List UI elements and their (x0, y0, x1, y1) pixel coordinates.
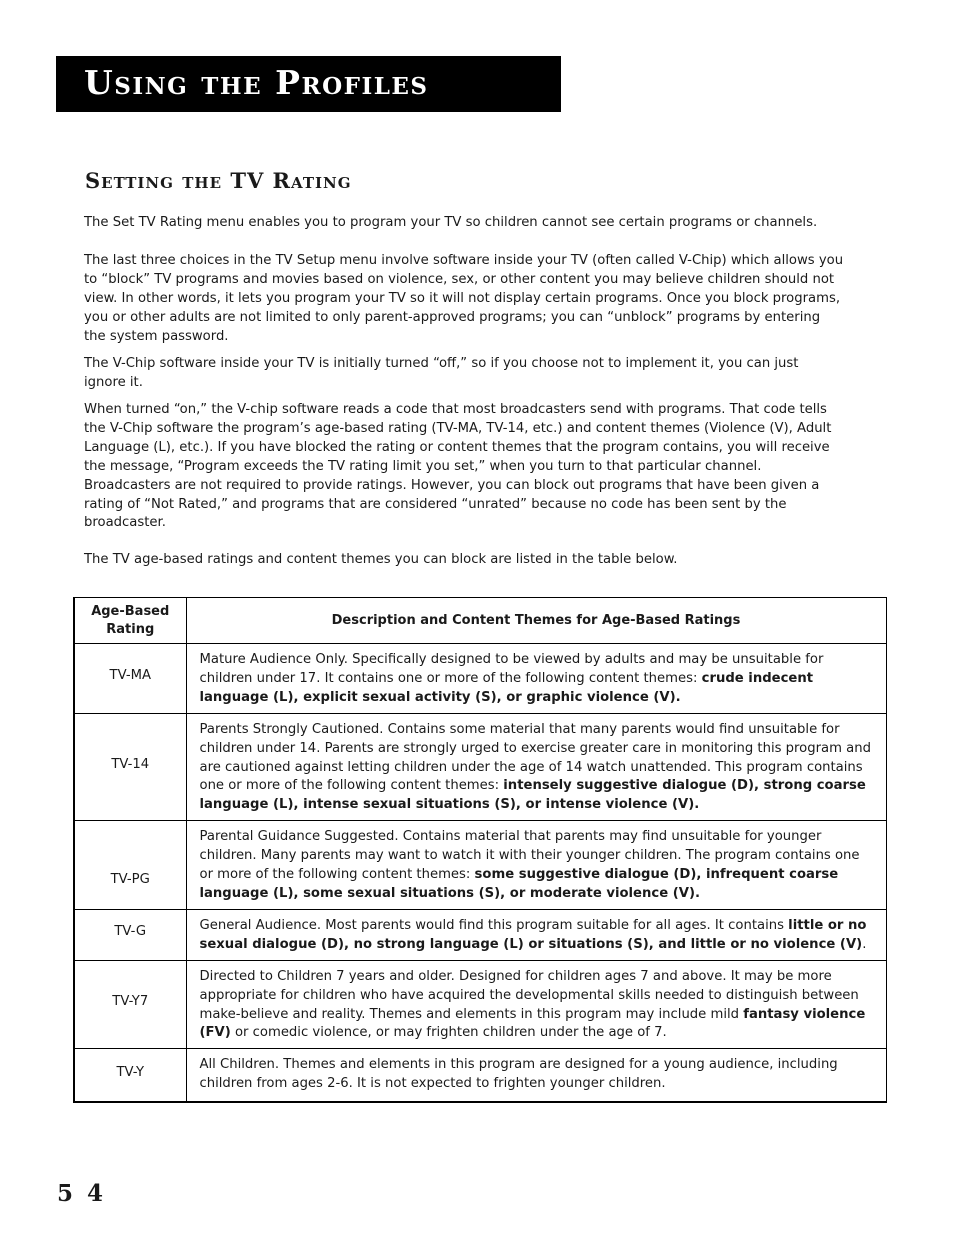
chapter-title: Using the Profiles (84, 63, 429, 102)
chapter-header-bar (56, 56, 561, 112)
rating-cell: TV-G (74, 909, 186, 960)
description-tail: or comedic violence, or may frighten children under the age of 7. (230, 1025, 667, 1041)
description-cell (186, 909, 886, 960)
description-text: Parents Strongly Cautioned. Contains some material that many parents would find unsuitable for children under 14. Parents are strongly urged to exercise greater care in monitoring this program and are cautioned against letting children under the age of 14 watch unattended. This program contains one or more of the following content themes: (199, 721, 871, 794)
table-row (74, 909, 886, 960)
section-title: Setting the TV Rating (85, 168, 352, 193)
content-themes: fantasy violence (FV) (199, 1006, 866, 1041)
description-cell (186, 713, 886, 821)
rating-cell: TV-Y7 (74, 960, 186, 1049)
description-cell (186, 960, 886, 1049)
content-themes: crude indecent language (L), explicit sexual activity (S), or graphic violence (V). (199, 670, 814, 705)
table-row (74, 821, 886, 910)
description-text: Mature Audience Only. Specifically designed to be viewed by adults and may be unsuitable for children under 17. It contains one or more of the following content themes: (199, 652, 824, 686)
paragraph-vchip-on: When turned “on,” the V-chip software reads a code that most broadcasters send with programs. That code tells the V-Chip software the program’s age-based rating (TV-MA, TV-14, etc.) and content themes (Violence (V), Adult Language (L), etc.). If you have blocked the rating or content themes that the program contains, you will receive the message, “Program exceeds the TV rating limit you set,” when you turn to that particular channel. Broadcasters are not required to provide ratings. However, you can block out programs that have been given a rating of “Not Rated,” and programs that are considered “unrated” because no code has been sent by the broadcaster. (84, 402, 832, 531)
paragraph-intro: The Set TV Rating menu enables you to program your TV so children cannot see certain programs or channels. (84, 215, 818, 230)
header-age-based-rating: Age-Based Rating (74, 598, 186, 644)
description-text: Directed to Children 7 years and older. Designed for children ages 7 and above. It may be more appropriate for children who have acquired the developmental skills needed to distinguish between make-believe and reality. Themes and elements in this program may include mild (199, 968, 859, 1022)
rating-cell: TV-MA (74, 644, 186, 714)
description-tail: . (862, 936, 867, 952)
paragraph-table-intro: The TV age-based ratings and content themes you can block are listed in the table below. (84, 552, 678, 567)
content-themes: little or no sexual dialogue (D), no strong language (L) or situations (S), and little or no violence (V) (199, 917, 867, 952)
description-cell (186, 1049, 886, 1102)
paragraph-vchip-overview: The last three choices in the TV Setup menu involve software inside your TV (often called V-Chip) which allows you to “block” TV programs and movies based on violence, sex, or other content you may believe children should not view. In other words, it lets you program your TV so it will not display certain programs. Once you block programs, you or other adults are not limited to only parent-approved programs; you can “unblock” programs by entering the system password. (84, 253, 844, 344)
description-cell (186, 644, 886, 714)
table-row (74, 644, 886, 714)
ratings-table (73, 597, 887, 1103)
header-description: Description and Content Themes for Age-Based Ratings (186, 598, 886, 644)
description-cell (186, 821, 886, 910)
table-row (74, 960, 886, 1049)
content-themes: some suggestive dialogue (D), infrequent coarse language (L), some sexual situations (S), or moderate violence (V). (199, 867, 839, 901)
rating-cell: TV-PG (74, 821, 186, 910)
description-text: Parental Guidance Suggested. Contains material that parents may find unsuitable for younger children. Many parents may want to watch it with their younger children. The program contains one or more of the following content themes: (199, 829, 860, 883)
table-row (74, 713, 886, 821)
paragraph-vchip-off: The V-Chip software inside your TV is initially turned “off,” so if you choose not to implement it, you can just ignore it. (84, 356, 799, 390)
content-themes: intensely suggestive dialogue (D), strong coarse language (L), intense sexual situations (S), or intense violence (V). (199, 778, 866, 813)
page-number: 5 4 (57, 1180, 107, 1207)
rating-cell: TV-Y (74, 1049, 186, 1102)
table-row (74, 1049, 886, 1102)
description-text: All Children. Themes and elements in this program are designed for a young audience, including children from ages 2-6. It is not expected to frighten younger children. (199, 1057, 838, 1092)
rating-cell: TV-14 (74, 713, 186, 821)
description-text: General Audience. Most parents would find this program suitable for all ages. It contains (199, 917, 789, 933)
table-header-row (74, 598, 886, 644)
